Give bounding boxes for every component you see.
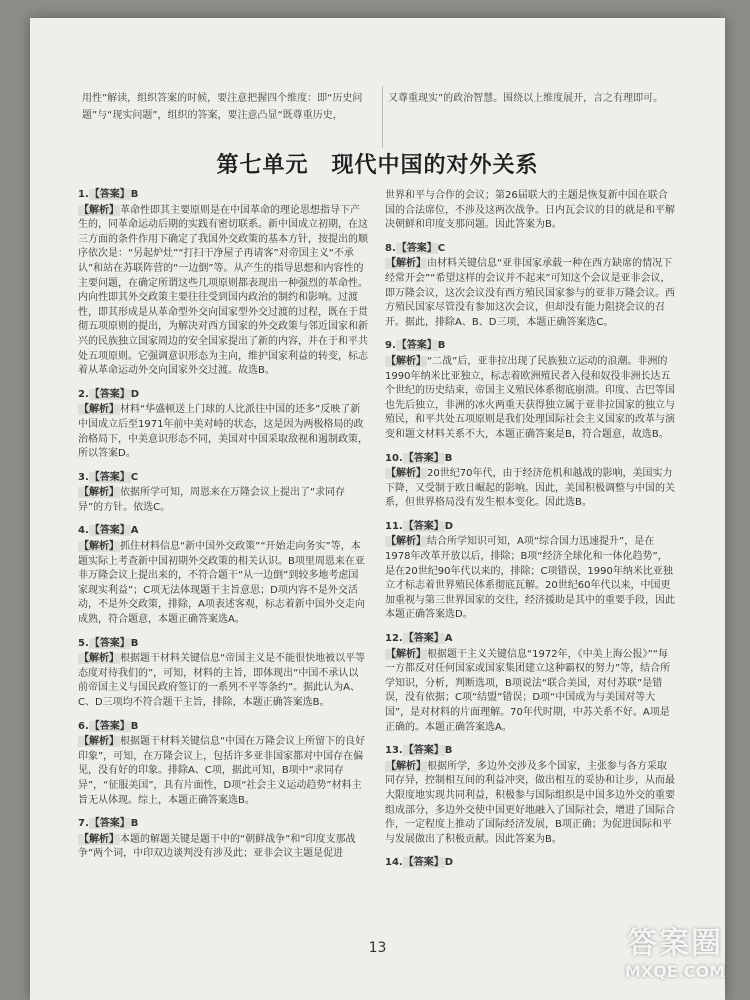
answer-line [78,817,368,832]
header-right-text: 又尊重现实”的政治智慧。围绕以上维度展开，言之有理即可。 [388,93,664,104]
answer-tag: 【答案】 [89,720,130,732]
analysis-tag: 【解析】 [79,833,119,845]
explanation-text: 根据题干主义关键信息“1972年，《中美上海公报》”“每一方都反对任何国家或国家集团建立这种霸权的努力”等，结合所学知识，分析，判断选项，B项说法“联合美国，对付苏联”是错误，没有依据；C项“结盟”错误；D项“中国成为与美国对等大国”，是对材料的片面理解。70年代时期，中苏关系不好。A项是正确的。本题正确答案选A。 [385,648,671,733]
answer-item [385,632,675,735]
question-number: 13. [385,745,403,757]
explanation [78,486,368,515]
analysis-tag: 【解析】 [386,760,426,772]
analysis-tag: 【解析】 [386,536,426,548]
question-number: 2. [78,388,89,400]
explanation [78,833,368,862]
explanation-text: 20世纪70年代，由于经济危机和越战的影响，美国实力下降，又受制于欧日崛起的影响。因此，美国积极调整与中国的关系，但世界格局没有发生根本变化。因此选B。 [385,468,675,509]
answer-tag: 【答案】 [396,242,437,254]
answer-item [385,242,675,331]
header-left-text: 用性”解读，组织答案的时候，要注意把握四个维度：即“历史问题”与“现实问题”，组织的答案，要注意凸显“既尊重历史， [82,93,363,121]
answer-item [78,524,368,627]
analysis-tag: 【解析】 [79,653,119,665]
explanation [385,535,675,623]
analysis-tag: 【解析】 [79,204,119,216]
explanation [385,257,675,330]
unit-title: 第七单元 现代中国的对外关系 [216,152,539,178]
answer-value: C [437,242,446,254]
answer-item [385,452,675,511]
answer-line [78,388,368,403]
answer-tag: 【答案】 [403,633,444,645]
analysis-tag: 【解析】 [386,648,426,660]
answer-tag: 【答案】 [89,471,130,483]
explanation-text: 依据所学可知，周恩来在万隆会议上提出了“求同存异”的方针。依选C。 [78,487,346,513]
page-number: 13 [368,940,387,956]
explanation [385,760,675,848]
answer-item [385,189,675,233]
analysis-tag: 【解析】 [386,468,426,480]
answer-item [78,471,368,516]
analysis-tag: 【解析】 [79,736,119,748]
answer-line [385,744,675,759]
explanation-text: 根据题干材料关键信息“中国在万隆会议上所留下的良好印象”，可知，在万隆会议上，包括许多亚非国家都对中国存在偏见，没有好的印象。排除A、C项，据此可知，B项中“求同存异”，“征服美国”，具有片面性，D项“社会主义运动趋势”材料主旨无从体现。综上，本题正确答案选B。 [78,736,366,806]
answer-line [78,637,368,652]
answer-value: B [437,340,446,352]
answer-item [385,856,675,871]
answer-line [385,632,675,647]
answer-line [78,720,368,735]
answer-item [385,520,675,623]
explanation-text: 根据题干材料关键信息“帝国主义是不能很快地被以平等态度对待我们的”，可知，材料的主旨，即体现出“中国不承认以前帝国主义与国民政府签订的一系列不平等条约”。据此认为A、C、D三项均不符合题干主旨，排除，本题正确答案选B。 [78,653,366,708]
explanation-text: “二战”后，亚非拉出现了民族独立运动的浪潮。非洲的1990年纳米比亚独立，标志着欧洲殖民者入侵和奴役非洲长达五个世纪的历史结束，帝国主义殖民体系彻底崩溃。印度、古巴等国也先后独立，非洲的冰火两重天获得独立属于亚非拉国家的独立与殖民，和平共处五项原则是我们处理国际社会主义国家的改革与演变和题文材料关系不大，本题正确答案是B，符合题意，故选B。 [385,355,675,440]
answer-tag: 【答案】 [89,388,130,400]
answer-value: B [130,818,139,830]
explanation [78,403,368,461]
question-number: 10. [385,452,403,464]
left-column [78,188,368,871]
answer-value: D [444,857,454,869]
question-number: 12. [385,633,403,645]
explanation [78,540,368,628]
answer-tag: 【答案】 [403,452,444,464]
question-number: 8. [385,242,396,254]
analysis-tag: 【解析】 [386,355,426,367]
explanation-text: 革命性即其主要原则是在中国革命的理论思想指导下产生的，同革命运动后期的实践有密切联系。新中国成立初期，在这三方面的条件作用下确定了我国外交政策的基本方针，按提出的顺序依次是：“另起炉灶”“打扫干净屋子再请客”对帝国主义“不承认”和站在苏联阵营的“一边倒”等。从产生的指导思想和内容性的主要问题，在确定所谓这些几项原则都表现出一种强烈的革命性。内向性即其外交政策主要往往受到国内政治的制约和影响。过渡性，即其形成是从革命型外交向国家型外交过渡的过程，既在于贯彻五项原则的提出，为解决对西方国家的外交政策与邻近国家和新兴的民族独立国家周边的安全国家提出了新的内容，并在于和平共处五项原则。它强调意识形态为主向，维护国家利益的转变，标志着从革命运动外交向国家外交过渡。故选B。 [78,204,368,377]
answer-item [385,339,675,442]
answer-value: C [130,471,139,483]
answer-tag: 【答案】 [89,637,130,649]
analysis-tag: 【解析】 [79,487,119,499]
answer-value: A [130,525,139,537]
answer-line [385,339,675,354]
question-number: 11. [385,520,403,532]
answer-tag: 【答案】 [89,189,130,200]
answer-item [78,720,368,809]
question-number: 4. [78,525,89,537]
answer-tag: 【答案】 [403,520,444,532]
question-number: 5. [78,637,89,649]
explanation-text: 本题的解题关键是题干中的“朝鲜战争”和“印度支那战争”两个词，中印双边谈判没有涉及此；亚非会议主题是促进 [78,833,356,860]
answer-tag: 【答案】 [89,818,130,830]
analysis-tag: 【解析】 [386,258,426,270]
document-page [30,18,725,1000]
analysis-tag: 【解析】 [79,541,119,553]
explanation-text: 结合所学知识可知，A项“综合国力迅速提升”，是在1978年改革开放以后，排除；B项“经济全球化和一体化趋势”，是在20世纪90年代以来的，排除；C项错误，1990年纳米比亚独立才标志着世界殖民体系彻底瓦解。20世纪60年代以来，中国更加重视与第三世界国家的交往，经济援助是其中的重要手段，因此本题正确答案选D。 [385,536,675,621]
explanation [385,355,675,443]
explanation-text: 由材料关键信息“亚非国家承载一种在西方缺席的情况下经常开会”“希望这样的会议并不起来”可知这个会议是亚非会议，即万隆会议，这次会议没有西方殖民国家参与的亚非万隆会议。西方殖民国家尽管没有参加这次会议，但却没有能力阻挠会议的召开。据此，排除A、B、D三项，本题正确答案选C。 [385,258,675,328]
explanation [78,735,368,808]
answer-value: B [130,720,139,732]
explanation [385,467,675,511]
explanation [385,189,675,233]
answer-value: D [130,388,140,400]
explanation [78,652,368,710]
answer-line [385,520,675,535]
answer-tag: 【答案】 [403,857,444,869]
answer-line [78,188,368,203]
question-number: 1. [78,189,89,200]
watermark-url: MXQE.COM [624,962,726,981]
question-number: 3. [78,471,89,483]
answer-tag: 【答案】 [403,745,444,757]
explanation-text: 根据所学，多边外交涉及多个国家，主张参与各方采取同存异，控制相互间的利益冲突，做出相互的妥协和让步，从而最大限度地实现共同利益，积极参与国际组织是中国多边外交的重要组成部分，多边外交使中国更好地融入了国际社会，增进了国际合作，一定程度上推动了国际经济发展，B项正确；为促进国际和平与发展做出了积极贡献。因此答案为B。 [385,760,675,845]
answer-item [78,637,368,711]
explanation-text: 世界和平与合作的会议；第26届联大的主题是恢复新中国在联合国的合法席位，不涉及这两次战争。日内瓦会议的目的就是和平解决朝鲜和印度支那问题。因此答案为B。 [385,190,675,231]
answer-value: B [130,637,139,649]
answer-tag: 【答案】 [396,340,437,352]
question-number: 9. [385,340,396,352]
explanation [385,648,675,736]
column-divider [382,86,383,148]
answer-value: B [444,452,453,464]
watermark-logo [620,918,730,988]
answer-value: A [444,633,453,645]
answer-item [78,188,368,379]
answer-value: D [444,520,454,532]
answer-item [78,817,368,862]
analysis-tag: 【解析】 [79,404,119,416]
explanation-text: 抓住材料信息“新中国外交政策”“开始走向务实”等，本题实际上考查新中国初期外交政策的相关认识。B项里周恩来在亚非万隆会议上提出来的，不符合题干“从一边倒”到较多地考虑国家现实利益”；C项无法体现题干主旨意思；D项内容不是外交活动，不是外交政策，排除，A项表述客观，标志着新中国外交走向成熟，符合题意，本题正确答案选A。 [78,541,365,626]
answer-line [385,242,675,257]
answer-tag: 【答案】 [89,525,130,537]
answer-line [78,471,368,486]
answer-line [385,856,675,871]
answer-line [78,524,368,539]
answer-item [385,744,675,847]
explanation-text: 材料“华盛顿送上门球的人比派往中国的还多”反映了新中国成立后至1971年前中美对峙的状态，这是因为两极格局的政治格局下，中美意识形态不同，美国对中国采取敌视和遏制政策，所以答案D。 [78,404,368,460]
answer-item [78,388,368,462]
watermark-logo-text: 答案圈 [627,926,723,961]
answer-value: B [130,189,139,200]
answer-value: B [444,745,453,757]
question-number: 7. [78,818,89,830]
answer-line [385,452,675,467]
explanation [78,204,368,379]
right-column [385,188,675,880]
question-number: 6. [78,720,89,732]
question-number: 14. [385,857,403,869]
